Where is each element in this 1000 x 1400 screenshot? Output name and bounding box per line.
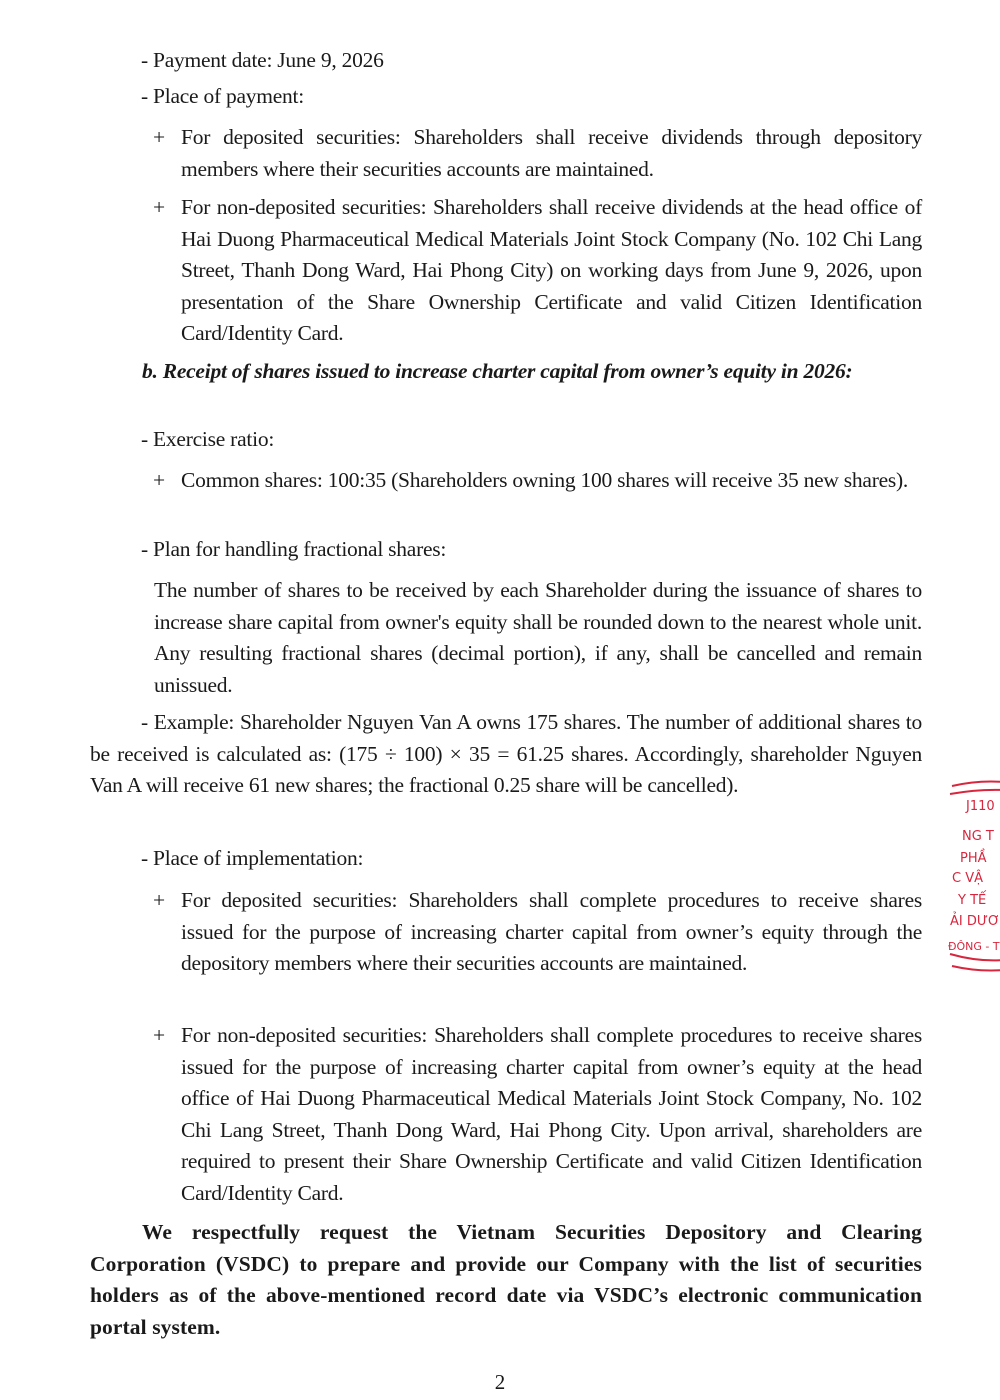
example-text: - Example: Shareholder Nguyen Van A owns 175 shares. The number of additional shares to be received is calculated as: (175 ÷ 100) × 35 = 61.25 shares. Accordingly, shareholder Nguyen Van A will receive 61 new shares; the fractional 0.25 share will be cancelled). <box>90 710 922 797</box>
common-shares-text <box>181 465 922 497</box>
bullet-marker: + <box>153 125 166 149</box>
payment-date: - Payment date: June 9, 2026 <box>141 48 384 72</box>
bullet-marker: + <box>153 1023 166 1047</box>
page-number: 2 <box>494 1370 506 1394</box>
seal-text-line: C VẬ <box>952 871 983 886</box>
payment-non-deposited-text: For non-deposited securities: Shareholders shall receive dividends at the head office of Hai Duong Pharmaceutical Medical Materials Joint Stock Company (No. 102 Chi Lang Street, Thanh Dong Ward, Hai Phong City) on working days from June 9, 2026, upon presentation of the Share Ownership Certificate and valid Citizen Identification Card/Identity Card. <box>181 195 922 345</box>
seal-ring-inner-bottom <box>950 954 1000 960</box>
seal-text-line: ĐÔNG - T <box>948 940 1000 953</box>
fractional-shares-label: - Plan for handling fractional shares: <box>141 537 447 561</box>
closing-request: We respectfully request the Vietnam Securities Depository and Clearing Corporation (VSDC) to prepare and provide our Company with the list of securities holders as of the above-mentioned record date via VSDC’s electronic communication portal system. <box>90 1220 922 1339</box>
seal-graphic <box>948 772 1000 977</box>
implementation-non-deposited-text: For non-deposited securities: Shareholders shall complete procedures to receive shares issued for the purpose of increasing charter capital from owner’s equity at the head office of Hai Duong Pharmaceutical Medical Materials Joint Stock Company, No. 102 Chi Lang Street, Thanh Dong Ward, Hai Phong City. Upon arrival, shareholders are required to present their Share Ownership Certificate and valid Citizen Identification Card/Identity Card. <box>181 1023 922 1205</box>
place-of-payment-label: - Place of payment: <box>141 84 305 108</box>
fractional-shares-text: The number of shares to be received by each Shareholder during the issuance of shares to increase share capital from owner's equity shall be rounded down to the nearest whole unit. Any resulting fractional shares (decimal portion), if any, shall be cancelled and remain unissued. <box>154 578 922 697</box>
seal-text-line: J110 <box>966 799 995 814</box>
bullet-marker: + <box>153 468 166 492</box>
seal-text-line: Y TẾ <box>958 893 987 908</box>
exercise-ratio-label: - Exercise ratio: <box>141 427 275 451</box>
seal-ring-outer-top <box>952 782 1000 787</box>
payment-deposited-text: For deposited securities: Shareholders shall receive dividends through depository members where their securities accounts are maintained. <box>181 125 922 181</box>
seal-ring-outer-bottom <box>952 966 1000 971</box>
company-seal-stamp <box>948 772 1000 977</box>
seal-ring-inner-top <box>950 790 1000 794</box>
common-shares-text-content: Common shares: 100:35 (Shareholders owning 100 shares will receive 35 new shares). <box>181 468 909 492</box>
implementation-deposited-text: For deposited securities: Shareholders shall complete procedures to receive shares issued for the purpose of increasing charter capital from owner’s equity through the depository members where their securities accounts are maintained. <box>181 888 922 975</box>
bullet-marker: + <box>153 195 166 219</box>
seal-text-line: ẢI DƯƠ <box>950 914 1000 929</box>
seal-text-line: PHẦ <box>960 851 987 866</box>
bullet-marker: + <box>153 888 166 912</box>
place-of-implementation-label: - Place of implementation: <box>141 846 364 870</box>
seal-text-line: NG T <box>962 829 994 844</box>
section-b-heading: b. Receipt of shares issued to increase charter capital from owner’s equity in 2026: <box>142 359 853 383</box>
